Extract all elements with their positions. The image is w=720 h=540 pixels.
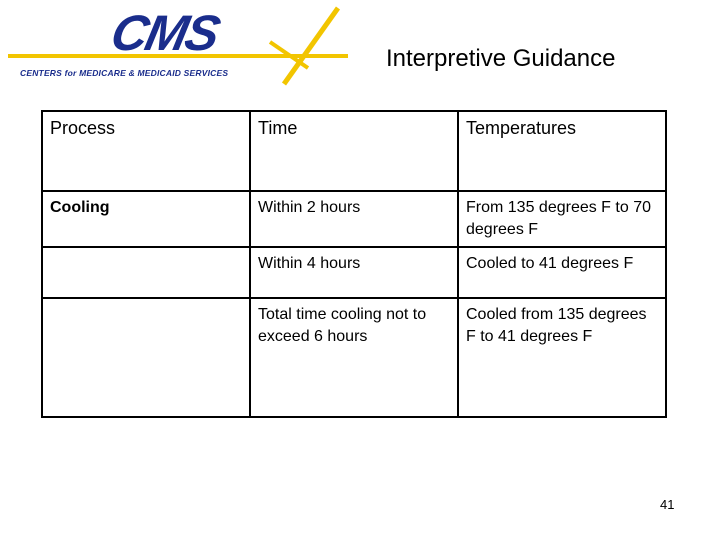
cms-wordmark: CMS <box>106 6 224 61</box>
cell-temperature: Cooled from 135 degrees F to 41 degrees F <box>458 298 666 417</box>
header-process: Process <box>42 111 250 191</box>
page-number: 41 <box>660 497 675 512</box>
header-time: Time <box>250 111 458 191</box>
cell-time: Total time cooling not to exceed 6 hours <box>250 298 458 417</box>
cell-time: Within 4 hours <box>250 247 458 298</box>
table-row <box>42 191 666 247</box>
cell-process <box>42 298 250 417</box>
page-title: Interpretive Guidance <box>386 45 616 72</box>
header-temperatures: Temperatures <box>458 111 666 191</box>
cms-logo <box>8 6 353 86</box>
cell-process: Cooling <box>42 191 250 247</box>
table-row <box>42 298 666 417</box>
table-header-row <box>42 111 666 191</box>
cell-time: Within 2 hours <box>250 191 458 247</box>
cell-temperature: Cooled to 41 degrees F <box>458 247 666 298</box>
cell-temperature: From 135 degrees F to 70 degrees F <box>458 191 666 247</box>
logo-subtitle: CENTERS for MEDICARE & MEDICAID SERVICES <box>20 68 229 78</box>
guidance-table <box>41 110 667 418</box>
cell-process <box>42 247 250 298</box>
table-row <box>42 247 666 298</box>
